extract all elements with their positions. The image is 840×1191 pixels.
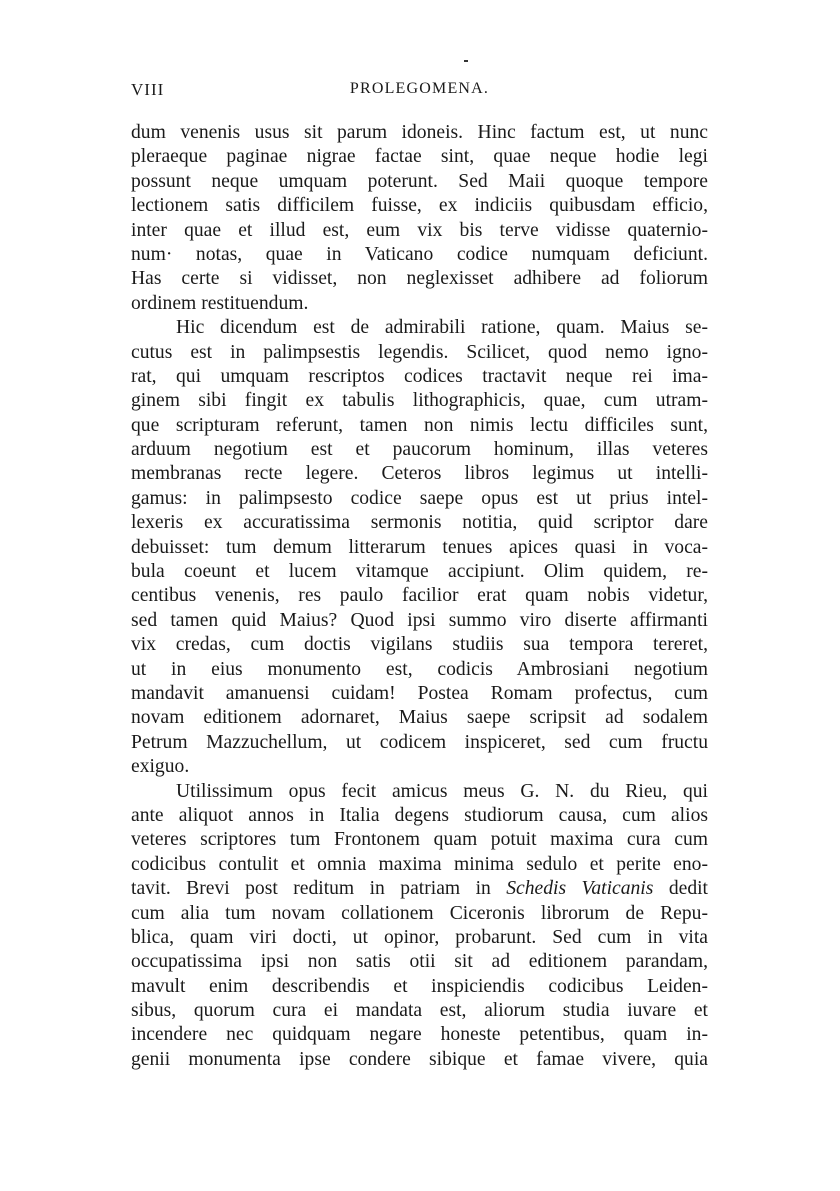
text-line: vix credas, cum doctis vigilans studiis sua tempora tereret,	[131, 634, 708, 656]
text-line: mandavit amanuensi cuidam! Postea Romam profectus, cum	[131, 682, 708, 704]
page-number: VIII	[131, 80, 165, 99]
paragraph	[131, 121, 708, 316]
text-line: incendere nec quidquam negare honeste petentibus, quam in-	[131, 1024, 708, 1046]
text-line: novam editionem adornaret, Maius saepe scripsit ad sodalem	[131, 707, 708, 729]
text-line: sibus, quorum cura ei mandata est, aliorum studia iuvare et	[131, 1000, 708, 1022]
text-line: ante aliquot annos in Italia degens studiorum causa, cum alios	[131, 804, 708, 826]
text-line: ut in eius monumento est, codicis Ambrosiani negotium	[131, 658, 708, 680]
text-line: veteres scriptores tum Frontonem quam potuit maxima cura cum	[131, 829, 708, 851]
text-line: blica, quam viri docti, ut opinor, probarunt. Sed cum in vita	[131, 926, 708, 948]
page-header	[131, 80, 708, 104]
text-line: inter quae et illud est, eum vix bis terve vidisse quaternio-	[131, 219, 708, 241]
text-line: bula coeunt et lucem vitamque accipiunt. Olim quidem, re-	[131, 561, 708, 583]
text-line: lexeris ex accuratissima sermonis notitia, quid scriptor dare	[131, 512, 708, 534]
text-line: genii monumenta ipse condere sibique et famae vivere, quia	[131, 1048, 708, 1070]
text-line: sed tamen quid Maius? Quod ipsi summo viro diserte affirmanti	[131, 609, 708, 631]
paragraph	[131, 780, 708, 1073]
text-line: lectionem satis difficilem fuisse, ex indiciis quibusdam efficio,	[131, 195, 708, 217]
body-text	[131, 121, 708, 1072]
text-line: num· notas, quae in Vaticano codice numquam deficiunt.	[131, 243, 708, 265]
text-line: membranas recte legere. Ceteros libros legimus ut intelli-	[131, 463, 708, 485]
text-line: Petrum Mazzuchellum, ut codicem inspiceret, sed cum fructu	[131, 731, 708, 753]
text-line: rat, qui umquam rescriptos codices tractavit neque rei ima-	[131, 365, 708, 387]
text-line: mavult enim describendis et inspiciendis codicibus Leiden-	[131, 975, 708, 997]
text-line: debuisset: tum demum litterarum tenues apices quasi in voca-	[131, 536, 708, 558]
text-line: codicibus contulit et omnia maxima minima sedulo et perite eno-	[131, 853, 708, 875]
text-line: arduum negotium est et paucorum hominum, illas veteres	[131, 439, 708, 461]
text-line: gamus: in palimpsesto codice saepe opus est ut prius intel-	[131, 487, 708, 509]
text-line: occupatissima ipsi non satis otii sit ad editionem parandam,	[131, 951, 708, 973]
text-line: centibus venenis, res paulo facilior erat quam nobis videtur,	[131, 585, 708, 607]
text-line: cum alia tum novam collationem Ciceronis librorum de Repu-	[131, 902, 708, 924]
text-line: Has certe si vidisset, non neglexisset adhibere ad foliorum	[131, 268, 708, 290]
text-line: ginem sibi fingit ex tabulis lithographicis, quae, cum utram-	[131, 390, 708, 412]
text-line: cutus est in palimpsestis legendis. Scilicet, quod nemo igno-	[131, 341, 708, 363]
text-line: dum venenis usus sit parum idoneis. Hinc factum est, ut nunc	[131, 122, 708, 143]
text-line: Hic dicendum est de admirabili ratione, quam. Maius se-	[176, 317, 708, 339]
ink-mark	[464, 60, 468, 62]
text-line: pleraeque paginae nigrae factae sint, quae neque hodie legi	[131, 146, 708, 168]
text-line: ordinem restituendum.	[131, 292, 309, 314]
text-line: Utilissimum opus fecit amicus meus G. N. du Rieu, qui	[176, 780, 708, 802]
running-title: PROLEGOMENA.	[349, 80, 490, 97]
text-line: tavit. Brevi post reditum in patriam in Schedis Vaticanis dedit	[131, 878, 709, 900]
text-line: possunt neque umquam poterunt. Sed Maii quoque tempore	[131, 170, 708, 192]
text-line: exiguo.	[131, 756, 190, 778]
paragraph	[131, 316, 708, 779]
text-line: que scripturam referunt, tamen non nimis lectu difficiles sunt,	[131, 414, 708, 436]
